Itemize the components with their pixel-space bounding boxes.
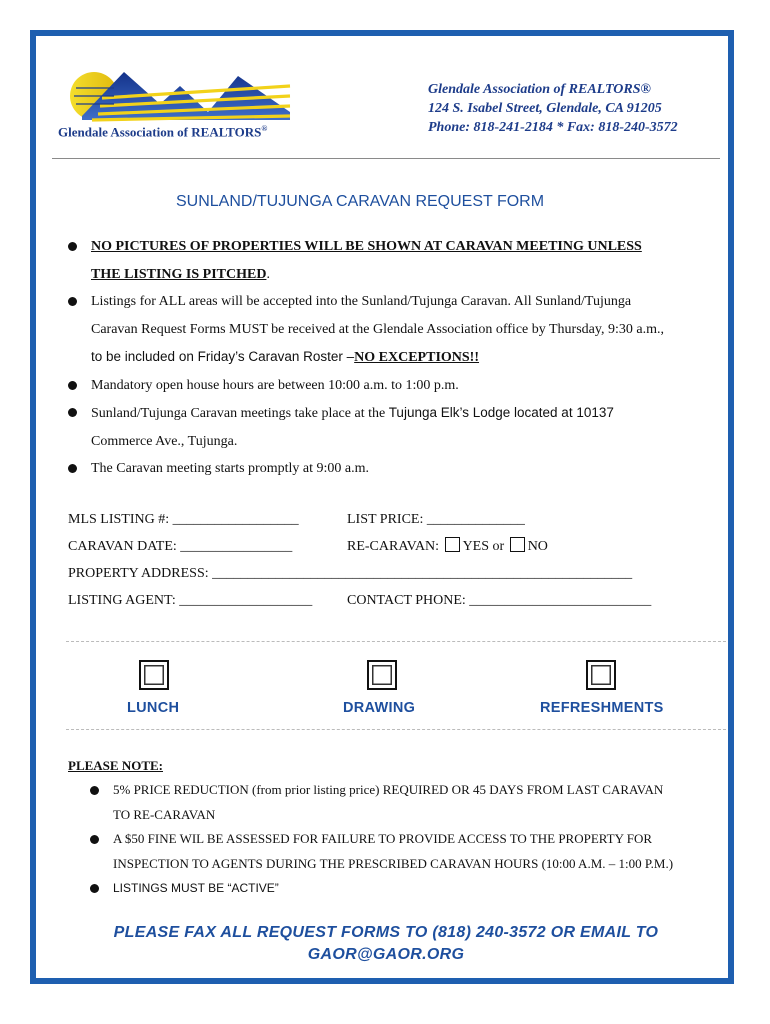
contact-phone-field[interactable]: CONTACT PHONE: __________________________ [347, 593, 652, 608]
mls-listing-field[interactable]: MLS LISTING #: __________________ [68, 512, 299, 527]
notes-list [90, 778, 720, 901]
bullet-text: to be included on Friday’s Caravan Roster – [91, 349, 355, 364]
bullet-text: Tujunga Elk’s Lodge located at 10137 [388, 405, 614, 420]
phone-fax: Phone: 818-241-2184 * Fax: 818-240-3572 [428, 120, 678, 135]
fax-email-instruction [70, 922, 702, 966]
bullet-text: NO PICTURES OF PROPERTIES WILL BE SHOWN AT CARAVAN MEETING UNLESS [91, 239, 642, 254]
bullet-icon [90, 835, 99, 844]
refreshments-label: REFRESHMENTS [540, 700, 664, 716]
please-note-heading: PLEASE NOTE: [68, 758, 163, 773]
association-address-block [428, 80, 678, 137]
footer-line: PLEASE FAX ALL REQUEST FORMS TO (818) 240-3572 OR EMAIL TO [113, 924, 659, 941]
recaravan-no-checkbox[interactable] [510, 537, 525, 552]
dashed-divider [66, 641, 726, 642]
bullet-pictures [68, 233, 718, 288]
bullet-icon [68, 242, 77, 251]
recaravan-group [347, 533, 548, 560]
listing-fields [68, 506, 718, 614]
drawing-checkbox[interactable] [367, 660, 397, 690]
property-address-field[interactable]: PROPERTY ADDRESS: ____________________________________________________________ [68, 566, 633, 581]
header-divider [52, 158, 720, 159]
drawing-label: DRAWING [343, 700, 416, 716]
refreshments-checkbox[interactable] [586, 660, 616, 690]
bullet-icon [68, 297, 77, 306]
street-address: 124 S. Isabel Street, Glendale, CA 91205 [428, 101, 662, 116]
form-title: SUNLAND/TUJUNGA CARAVAN REQUEST FORM [176, 193, 545, 210]
note-price-reduction [90, 778, 720, 827]
bullet-meeting-location [68, 399, 718, 455]
logo-wordmark: Glendale Association of REALTORS® [58, 124, 268, 140]
org-name: Glendale Association of REALTORS® [428, 82, 651, 97]
bullet-text: Listings for ALL areas will be accepted into the Sunland/Tujunga Caravan. All Sunland/Tujunga [91, 294, 632, 309]
list-price-field[interactable]: LIST PRICE: ______________ [347, 512, 525, 527]
note-fine [90, 827, 720, 876]
bullet-icon [90, 786, 99, 795]
note-active [90, 876, 720, 901]
no-label: NO [527, 539, 548, 554]
bullet-icon [68, 381, 77, 390]
no-exceptions-text: NO EXCEPTIONS!! [354, 350, 480, 365]
recaravan-yes-checkbox[interactable] [445, 537, 460, 552]
bullet-icon [90, 884, 99, 893]
note-text: A $50 FINE WIL BE ASSESSED FOR FAILURE TO PROVIDE ACCESS TO THE PROPERTY FOR [113, 831, 653, 846]
bullet-text: Sunland/Tujunga Caravan meetings take place at the [91, 406, 389, 421]
note-text: 5% PRICE REDUCTION (from prior listing price) REQUIRED OR 45 DAYS FROM LAST CARAVAN [113, 782, 664, 797]
bullet-text: . [266, 266, 270, 282]
bullet-text: Mandatory open house hours are between 10:00 a.m. to 1:00 p.m. [91, 377, 459, 393]
yes-label: YES or [462, 539, 508, 554]
bullet-text: Commerce Ave., Tujunga. [91, 433, 238, 449]
bullet-open-house [68, 372, 718, 400]
dashed-divider [66, 729, 726, 730]
note-text: LISTINGS MUST BE “ACTIVE” [113, 881, 279, 895]
email-address: GAOR@GAOR.ORG [307, 946, 465, 963]
caravan-date-field[interactable]: CARAVAN DATE: ________________ [68, 539, 293, 554]
listing-agent-field[interactable]: LISTING AGENT: ___________________ [68, 593, 313, 608]
recaravan-label: RE-CARAVAN: [347, 539, 443, 554]
bullet-listings [68, 288, 718, 372]
bullet-text: The Caravan meeting starts promptly at 9:00 a.m. [91, 461, 369, 476]
bullet-icon [68, 464, 77, 473]
bullet-text: THE LISTING IS PITCHED [91, 266, 267, 282]
note-text: TO RE-CARAVAN [113, 806, 216, 822]
bullet-icon [68, 408, 77, 417]
note-text: INSPECTION TO AGENTS DURING THE PRESCRIBED CARAVAN HOURS (10:00 A.M. – 1:00 P.M.) [113, 855, 674, 871]
lunch-checkbox[interactable] [139, 660, 169, 690]
bullet-text: Caravan Request Forms MUST be received at the Glendale Association office by Thursday, 9:30 a.m., [91, 321, 664, 337]
lunch-label: LUNCH [127, 700, 180, 716]
instructions-list [68, 233, 718, 483]
bullet-start-time [68, 455, 718, 483]
